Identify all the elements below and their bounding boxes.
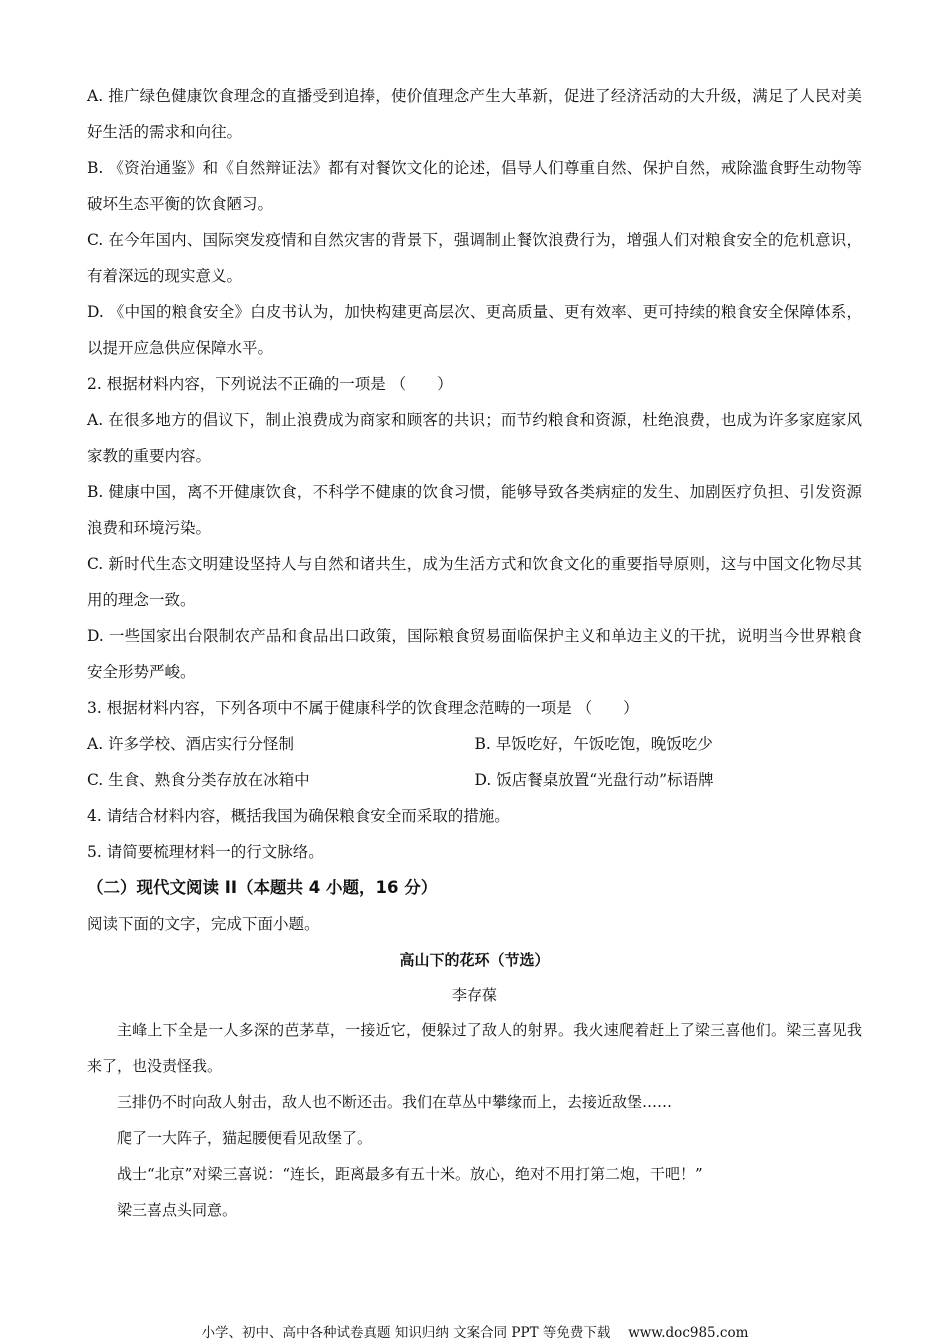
passage-paragraph: 梁三喜点头同意。 <box>117 1201 238 1219</box>
passage-author: 李存葆 <box>451 986 497 1004</box>
q5-stem: 5. 请简要梳理材料一的行文脉络。 <box>87 843 324 861</box>
passage-paragraph: 三排仍不时向敌人射击，敌人也不断还击。我们在草丛中攀缘而上，去接近敌堡…… <box>117 1093 673 1111</box>
q4-stem: 4. 请结合材料内容，概括我国为确保粮食安全而采取的措施。 <box>87 807 510 825</box>
passage-title: 高山下的花环（节选） <box>399 951 550 969</box>
passage-paragraph: 战士“北京”对梁三喜说：“连长，距离最多有五十米。放心，绝对不用打第二炮，干吧！” <box>117 1165 703 1183</box>
q3-options-row-1 <box>87 726 862 762</box>
q3-option-c: C. 生食、熟食分类存放在冰箱中 <box>87 771 310 789</box>
section-instruction: 阅读下面的文字，完成下面小题。 <box>87 915 320 933</box>
q3-options-row-2 <box>87 762 862 798</box>
q2-option-a: A. 在很多地方的倡议下，制止浪费成为商家和顾客的共识；而节约粮食和资源，杜绝浪费，也成为许多家庭家风家教的重要内容。 <box>87 411 862 465</box>
q3-option-a: A. 许多学校、酒店实行分怪制 <box>87 735 295 753</box>
q3-stem: 3. 根据材料内容，下列各项中不属于健康科学的饮食理念范畴的一项是 （ ） <box>87 699 639 717</box>
document-body <box>87 78 862 1228</box>
q1-option-b: B. 《资治通鉴》和《自然辩证法》都有对餐饮文化的论述，倡导人们尊重自然、保护自然，戒除滥食野生动物等破坏生态平衡的饮食陋习。 <box>87 159 862 213</box>
q2-stem: 2. 根据材料内容，下列说法不正确的一项是 （ ） <box>87 375 453 393</box>
q2-option-c: C. 新时代生态文明建设坚持人与自然和诸共生，成为生活方式和饮食文化的重要指导原则，这与中国文化物尽其用的理念一致。 <box>87 555 862 609</box>
q2-option-d: D. 一些国家出台限制农产品和食品出口政策，国际粮食贸易面临保护主义和单边主义的干扰，说明当今世界粮食安全形势严峻。 <box>87 627 862 681</box>
q1-option-c: C. 在今年国内、国际突发疫情和自然灾害的背景下，强调制止餐饮浪费行为，增强人们对粮食安全的危机意识，有着深远的现实意义。 <box>87 231 862 285</box>
passage-paragraph: 主峰上下全是一人多深的芭茅草，一接近它，便躲过了敌人的射界。我火速爬着赶上了梁三喜他们。梁三喜见我来了，也没责怪我。 <box>87 1021 862 1075</box>
page-footer: 小学、初中、高中各种试卷真题 知识归纳 文案合同 PPT 等免费下载 www.doc985.com <box>201 1325 749 1341</box>
section-heading: （二）现代文阅读 II（本题共 4 小题，16 分） <box>87 878 438 897</box>
q1-option-a: A. 推广绿色健康饮食理念的直播受到追捧，使价值理念产生大革新，促进了经济活动的大升级，满足了人民对美好生活的需求和向往。 <box>87 87 862 141</box>
q1-option-d: D. 《中国的粮食安全》白皮书认为，加快构建更高层次、更高质量、更有效率、更可持续的粮食安全保障体系，以提开应急供应保障水平。 <box>87 303 862 357</box>
passage-paragraph: 爬了一大阵子，猫起腰便看见敌堡了。 <box>117 1129 373 1147</box>
q3-option-b: B. 早饭吃好，午饭吃饱，晚饭吃少 <box>474 735 713 753</box>
q3-option-d: D. 饭店餐桌放置“光盘行动”标语牌 <box>474 771 714 789</box>
q2-option-b: B. 健康中国，离不开健康饮食，不科学不健康的饮食习惯，能够导致各类病症的发生、加剧医疗负担、引发资源浪费和环境污染。 <box>87 483 862 537</box>
